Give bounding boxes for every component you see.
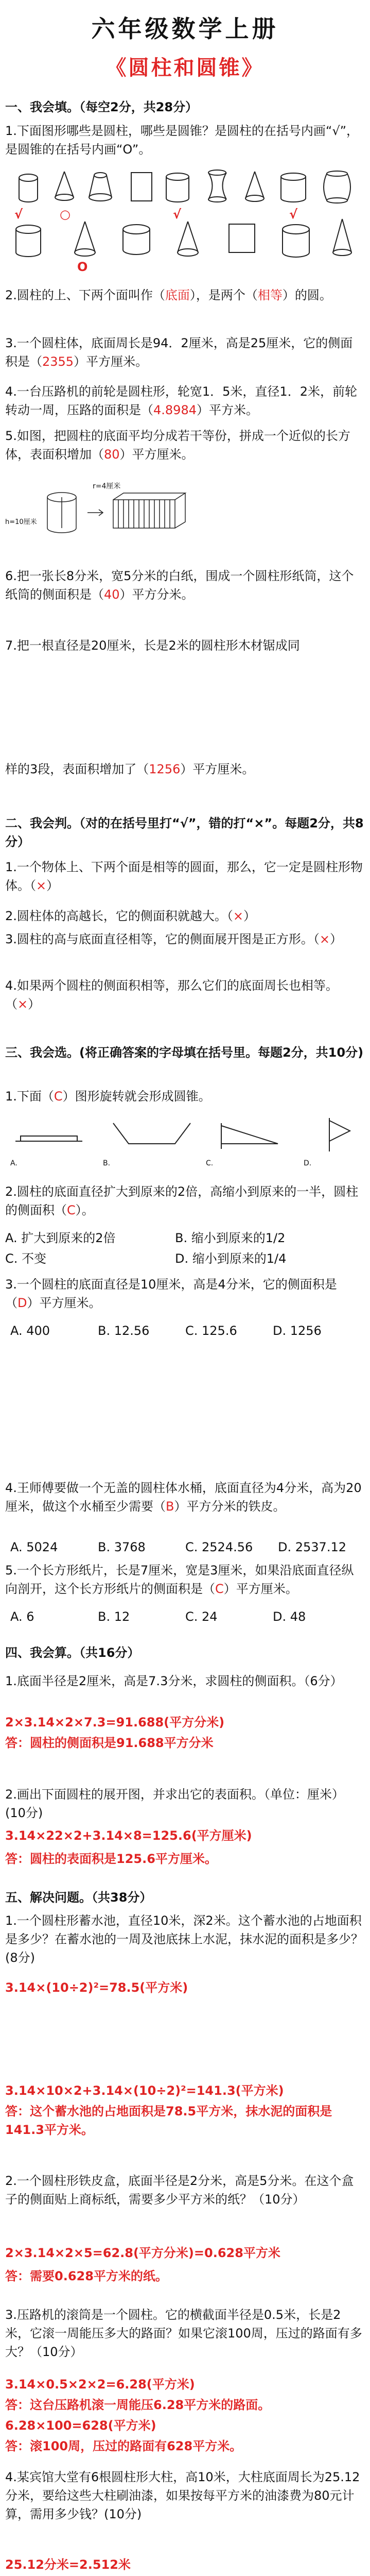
s1-q7-line1: 7.把一根直径是20厘米，长是2米的圆柱形木材锯成同 — [5, 638, 300, 653]
s2-q2-after: ） — [243, 909, 256, 923]
s3-q2-opt-d: D. 缩小到原来的1/4 — [175, 1251, 287, 1266]
s4-q1-text: 1.底面半径是2厘米，高是7.3分米，求圆柱的侧面积。（6分） — [5, 1674, 343, 1688]
s1-q4-before: 4.一台压路机的前轮是圆柱形，轮宽1．5米，直径1．2米，前轮转动一周，压路的面积是（ — [5, 384, 357, 417]
s2-q2 — [5, 907, 364, 925]
s1-q5 — [5, 427, 364, 464]
s1-q7-a: 1256 — [149, 762, 181, 776]
s4-q1-calc: 2×3.14×2×7.3=91.688(平方分米) — [5, 1715, 225, 1730]
s3-q5-text: 5.一个长方形纸片，长是7厘米，宽是3厘米，如果沿底面直径纵向剖开，这个长方形纸片的侧面积是（ — [5, 1563, 354, 1596]
s3-q3-opt-b: B. 12.56 — [98, 1324, 150, 1338]
s3-q2-opt-c: C. 不变 — [5, 1251, 47, 1266]
s3-q2-after: ）。 — [75, 1203, 94, 1217]
s3-q5-opt-a: A. 6 — [10, 1609, 34, 1624]
s5-q2-calc: 2×3.14×2×5=62.8(平方分米)=0.628平方米 — [5, 2246, 280, 2260]
s3-q4 — [5, 1479, 364, 1516]
s3-q2-opt-b: B. 缩小到原来的1/2 — [175, 1231, 286, 1245]
s4-q2-calc1: 3.14×22×2+3.14×8=125.6(平方厘米) — [5, 1828, 252, 1843]
s1-q2-mid: ），是两个（ — [189, 288, 258, 302]
s3-q3 — [5, 1275, 364, 1312]
s1-q5-a: 80 — [104, 447, 120, 462]
s2-q3-a: × — [319, 932, 330, 946]
s1-q3-before: 3.一个圆柱体，底面周长是94．2厘米，高是25厘米，它的侧面积是（ — [5, 336, 353, 369]
s2-q1-a: × — [36, 878, 47, 893]
s3-q2 — [5, 1182, 364, 1219]
s4-q2-ans: 答：圆柱的表面积是125.6平方厘米。 — [5, 1852, 217, 1866]
section5-heading: 五、解决问题。（共38分） — [5, 1890, 152, 1905]
s1-q1-ans8: √ — [289, 207, 298, 222]
s3-q4-opt-c: C. 2524.56 — [185, 1540, 253, 1554]
s3-q5-opt-c: C. 24 — [185, 1609, 218, 1624]
s1-q5-before: 5.如图，把圆柱的底面平均分成若干等份，拼成一个近似的长方体，表面积增加（ — [5, 429, 350, 462]
s1-q6-before: 6.把一张长8分米，宽5分米的白纸，围成一个圆柱形纸筒，这个纸筒的侧面积是（ — [5, 569, 354, 602]
s1-q5-fig-label-top: r=4厘米 — [93, 482, 121, 490]
s1-q7-before: 样的3段，表面积增加了（ — [5, 762, 149, 776]
section4-heading: 四、我会算。（共16分） — [5, 1646, 140, 1660]
s3-q1-a: C — [54, 1089, 63, 1104]
s1-q6-after: ）平方分米。 — [119, 587, 194, 602]
s2-q1 — [5, 858, 364, 895]
s2-q3-text: 3.圆柱的高与底面直径相等，它的侧面展开图是正方形。（ — [5, 932, 320, 946]
s5-q4-text: 4.某宾馆大堂有6根圆柱形大柱，高10米，大柱底面周长为25.12分米，要给这些大柱刷油漆，如果按每平方米的油漆费为80元计算，需用多少钱？(10分) — [5, 2470, 360, 2521]
s3-q1-opt-c: C. — [206, 1159, 214, 1167]
s5-q2-ans: 答：需要0.628平方米的纸。 — [5, 2269, 168, 2283]
section1-heading: 一、我会填。（每空2分，共28分） — [5, 100, 198, 114]
s1-q4-a: 4.8984 — [153, 403, 197, 417]
s2-q3-after: ） — [330, 932, 343, 946]
s3-q4-after: ）平方分米的铁皮。 — [174, 1499, 286, 1514]
s2-q4 — [5, 976, 364, 1013]
s2-q4-after: ） — [28, 997, 41, 1011]
s3-q1 — [5, 1087, 364, 1106]
s3-q3-opt-d: D. 1256 — [273, 1324, 322, 1338]
s5-q3-ans2: 答：滚100周，压过的路面有628平方米。 — [5, 2439, 242, 2453]
s1-q7-after: ）平方厘米。 — [180, 762, 255, 776]
s3-q3-opt-c: C. 125.6 — [185, 1324, 237, 1338]
s2-q3 — [5, 930, 364, 948]
s1-q2-a2: 相等 — [257, 288, 283, 302]
section2-heading: 二、我会判。（对的在括号里打“√”，错的打“×”。每题2分，共8分） — [5, 816, 364, 849]
s4-q1-ans: 答：圆柱的侧面积是91.688平方分米 — [5, 1736, 214, 1750]
s1-q5-after: ）平方厘米。 — [119, 447, 194, 462]
s2-q2-text: 2.圆柱体的高越长，它的侧面积就越大。（ — [5, 909, 233, 923]
s3-q4-opt-d: D. 2537.12 — [278, 1540, 346, 1554]
s5-q1-text: 1.一个圆柱形蓄水池，直径10米，深2米。这个蓄水池的占地面积是多少？在蓄水池的一周及池底抹上水泥，抹水泥的面积是多少？(8分) — [5, 1913, 363, 1965]
s2-q4-text: 4.如果两个圆柱的侧面积相等，那么它们的底面周长也相等。（ — [5, 978, 338, 1011]
s5-q1-calc1: 3.14×(10÷2)²=78.5(平方米) — [5, 1980, 188, 1995]
s2-q4-a: × — [17, 997, 28, 1011]
s5-q1-ans1: 答：这个蓄水池的占地面积是78.5平方米，抹水泥的面积是141.3平方米。 — [5, 2104, 332, 2137]
s3-q4-opt-a: A. 5024 — [10, 1540, 58, 1554]
s1-q3 — [5, 334, 364, 371]
s1-q6-a: 40 — [104, 587, 120, 602]
s1-q4-after: ）平方米。 — [196, 403, 258, 417]
s1-q6 — [5, 567, 364, 604]
s3-q3-a: D — [17, 1296, 27, 1310]
s5-q4-calc1: 25.12分米=2.512米 — [5, 2557, 131, 2572]
s3-q5-opt-d: D. 48 — [273, 1609, 306, 1624]
section3-heading: 三、我会选。(将正确答案的字母填在括号里。每题2分，共10分) — [5, 1045, 364, 1060]
s3-q1-before: 1.下面（ — [5, 1089, 54, 1104]
s3-q5 — [5, 1561, 364, 1598]
s5-q3-calc1: 3.14×0.5×2×2=6.28(平方米) — [5, 2377, 195, 2392]
s3-q5-a: C — [215, 1582, 224, 1596]
s3-q1-opt-d: D. — [304, 1159, 312, 1167]
s5-q3-ans1: 答：这台压路机滚一周能压6.28平方米的路面。 — [5, 2398, 271, 2412]
s3-q5-after: ）平方厘米。 — [223, 1582, 298, 1596]
s4-q2-text: 2.画出下面圆柱的展开图，并求出它的表面积。（单位：厘米）(10分) — [5, 1787, 344, 1820]
s1-q1-ans5: √ — [173, 207, 182, 222]
s1-q2-a1: 底面 — [165, 288, 190, 302]
s3-q2-opt-a: A. 扩大到原来的2倍 — [5, 1231, 116, 1245]
s1-q1-text: 1.下面图形哪些是圆柱，哪些是圆锥？是圆柱的在括号内画“√”，是圆锥的在括号内画“O”。 — [5, 124, 359, 157]
s3-q5-opt-b: B. 12 — [98, 1609, 130, 1624]
s3-q2-a: C — [67, 1203, 76, 1217]
s5-q3-text: 3.压路机的滚筒是一个圆柱。它的横截面半径是0.5米，长是2米，它滚一周能压多大的路面？如果它滚100周，压过的路面有多大？（10分） — [5, 2308, 362, 2359]
page-subtitle: 《圆柱和圆锥》 — [105, 56, 265, 80]
s3-q4-text: 4.王师傅要做一个无盖的圆柱体水桶，底面直径为4分米，高为20厘米，做这个水桶至少需要（ — [5, 1481, 362, 1514]
s3-q3-text: 3.一个圆柱的底面直径是10厘米，高是4分米，它的侧面积是（ — [5, 1277, 337, 1310]
s1-q4 — [5, 382, 364, 419]
s1-q2 — [5, 286, 364, 304]
s1-q1-ans2: ○ — [60, 207, 71, 222]
s1-q1-ans13: O — [77, 260, 88, 274]
s1-q3-after: ）平方厘米。 — [74, 354, 148, 369]
s3-q1-opt-b: B. — [103, 1159, 111, 1167]
s1-q1-ans1: √ — [14, 207, 23, 222]
s1-q2-after: ）的圆。 — [282, 288, 332, 302]
s2-q1-text: 1.一个物体上、下两个面是相等的圆面，那么，它一定是圆柱形物体。（ — [5, 860, 363, 893]
s3-q3-opt-a: A. 400 — [10, 1324, 50, 1338]
s3-q4-opt-b: B. 3768 — [98, 1540, 146, 1554]
s1-q3-a: 2355 — [42, 354, 74, 369]
s2-q1-after: ） — [46, 878, 59, 893]
s1-q5-fig-label-left: h=10厘米 — [5, 518, 37, 526]
s5-q2-text: 2.一个圆柱形铁皮盒，底面半径是2分米，高是5分米。在这个盒子的侧面贴上商标纸，需要多少平方米的纸？（10分） — [5, 2174, 354, 2207]
s3-q2-text: 2.圆柱的底面直径扩大到原来的2倍，高缩小到原来的一半，圆柱的侧面积（ — [5, 1184, 359, 1217]
s1-q2-before: 2.圆柱的上、下两个面叫作（ — [5, 288, 165, 302]
s1-q7-line2 — [5, 760, 364, 778]
s3-q1-opt-a: A. — [10, 1159, 17, 1167]
s5-q1-calc2: 3.14×10×2+3.14×(10÷2)²=141.3(平方米) — [5, 2083, 284, 2098]
s2-q2-a: × — [233, 909, 244, 923]
s5-q3-calc2: 6.28×100=628(平方米) — [5, 2418, 156, 2433]
s3-q3-after: ）平方厘米。 — [27, 1296, 101, 1310]
page-title: 六年级数学上册 — [91, 15, 279, 43]
s3-q1-after: ）图形旋转就会形成圆锥。 — [62, 1089, 211, 1104]
s3-q4-a: B — [166, 1499, 174, 1514]
